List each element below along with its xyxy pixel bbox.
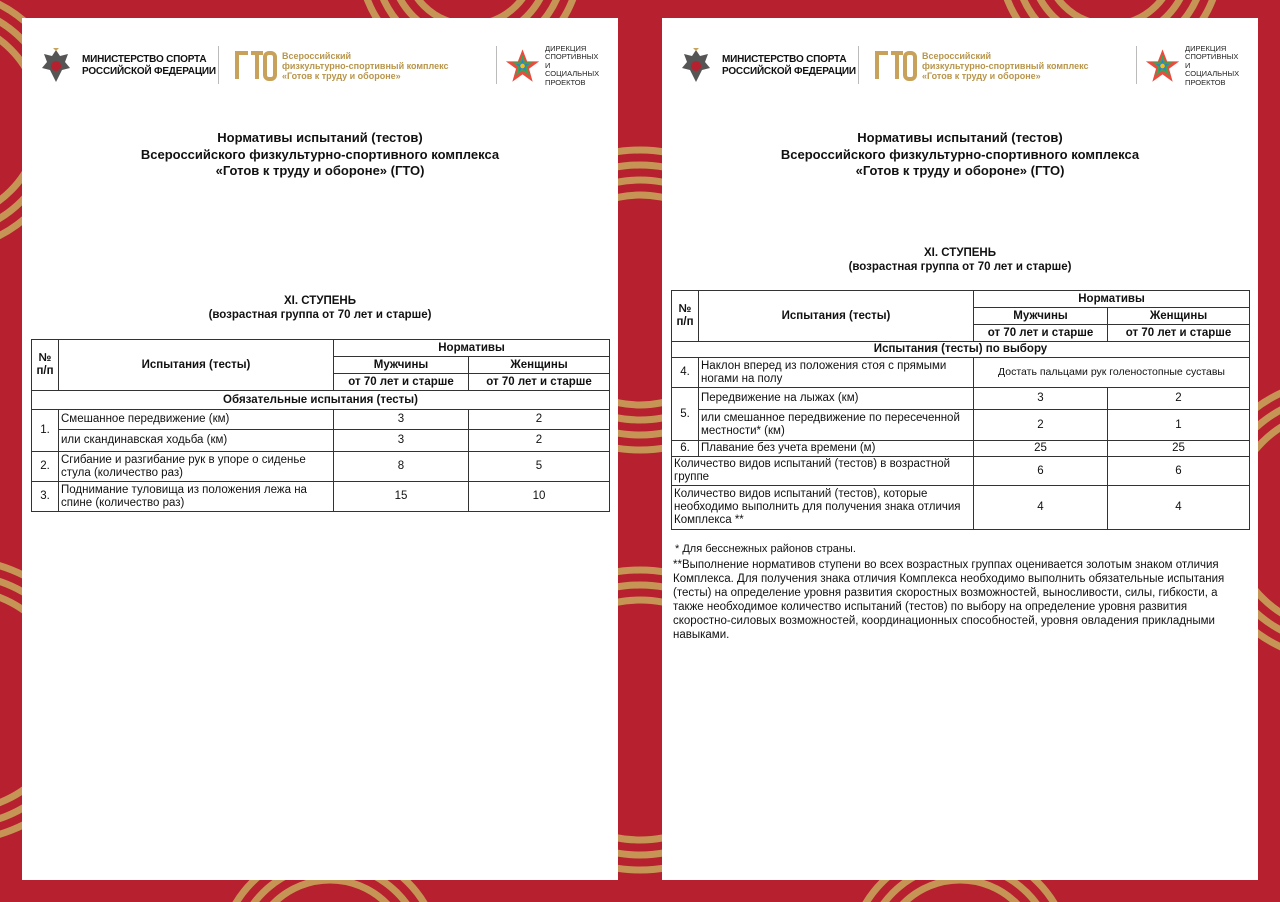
gto-line1: Всероссийский [922, 51, 992, 61]
header-women-age: от 70 лет и старше [1108, 325, 1250, 342]
summary-men: 4 [974, 486, 1108, 530]
row-women: 2 [1108, 388, 1250, 410]
ministry-line2: РОССИЙСКОЙ ФЕДЕРАЦИИ [82, 66, 216, 77]
document-title [662, 130, 1258, 180]
gto-line3: «Готов к труду и обороне» [922, 71, 1041, 81]
row-women: 2 [469, 410, 610, 430]
row-num: 3. [32, 482, 59, 512]
directorate-logo [1144, 44, 1242, 88]
summary-row [672, 457, 1250, 486]
row-num: 5. [672, 388, 699, 441]
dir-line3: И СОЦИАЛЬНЫХ [1185, 60, 1240, 79]
header-tests: Испытания (тесты) [699, 291, 974, 342]
row-num: 1. [32, 410, 59, 452]
footnote-gold-badge: **Выполнение нормативов ступени во всех возрастных группах оценивается золотым знаком отличия Комплекса. Для получения знака отличия Комплекса необходимо выполнить обязательные испытания (тесты) на определение уровня развития скоростных возможностей, выносливости, силы, гибкости, а также необходимое количество испытаний (тестов) по выбору на определение уровня развития скоростно-силовых возможностей, координационных способностей, уровня овладения прикладными навыками. [673, 559, 1225, 641]
row-num: 6. [672, 441, 699, 457]
header-logos [678, 44, 1242, 88]
stage-age-group: (возрастная группа от 70 лет и старше) [208, 309, 432, 321]
row-value: Достать пальцами рук голеностопные суставы [974, 358, 1250, 388]
gto-line2: физкультурно-спортивный комплекс [282, 61, 449, 71]
dir-line1: ДИРЕКЦИЯ [1185, 43, 1227, 53]
gto-mark-icon [234, 49, 278, 83]
row-test: или смешанное передвижение по пересеченной местности* (км) [699, 410, 974, 441]
gto-line1: Всероссийский [282, 51, 352, 61]
header-women: Женщины [1108, 308, 1250, 325]
norms-table-optional [671, 290, 1250, 530]
row-women: 1 [1108, 410, 1250, 441]
table-row [672, 441, 1250, 457]
separator [496, 46, 497, 84]
star-logo-icon [504, 46, 541, 86]
stage-heading [662, 246, 1258, 274]
eagle-emblem-icon [38, 46, 74, 86]
ministry-logo [678, 44, 856, 88]
row-women: 5 [469, 452, 610, 482]
summary-label: Количество видов испытаний (тестов) в возрастной группе [672, 457, 974, 486]
summary-women: 4 [1108, 486, 1250, 530]
table-row [32, 482, 610, 512]
table-row [672, 388, 1250, 410]
row-men: 8 [334, 452, 469, 482]
title-line1: Нормативы испытаний (тестов) [217, 130, 423, 145]
title-line2: Всероссийского физкультурно-спортивного комплекса [140, 146, 500, 162]
row-men: 3 [334, 430, 469, 452]
row-women: 10 [469, 482, 610, 512]
summary-row [672, 486, 1250, 530]
dir-line2: СПОРТИВНЫХ [1185, 52, 1239, 62]
table-row [32, 452, 610, 482]
separator [858, 46, 859, 84]
title-line2: Всероссийского физкультурно-спортивного комплекса [780, 146, 1140, 162]
row-men: 25 [974, 441, 1108, 457]
row-test: Поднимание туловища из положения лежа на спине (количество раз) [59, 482, 334, 512]
stage-heading [22, 294, 618, 322]
header-num: № п/п [32, 340, 59, 391]
right-page [662, 18, 1258, 880]
stage-name: XI. СТУПЕНЬ [284, 295, 356, 307]
table-row [32, 430, 610, 452]
section-optional: Испытания (тесты) по выбору [672, 342, 1250, 358]
summary-women: 6 [1108, 457, 1250, 486]
summary-label: Количество видов испытаний (тестов), которые необходимо выполнить для получения знака отличия Комплекса ** [672, 486, 974, 530]
gto-line3: «Готов к труду и обороне» [282, 71, 401, 81]
separator [1136, 46, 1137, 84]
section-required: Обязательные испытания (тесты) [32, 391, 610, 410]
table-row [32, 410, 610, 430]
ministry-line2: РОССИЙСКОЙ ФЕДЕРАЦИИ [722, 66, 856, 77]
header-women-age: от 70 лет и старше [469, 374, 610, 391]
row-test: Сгибание и разгибание рук в упоре о сиденье стула (количество раз) [59, 452, 334, 482]
gto-logo [874, 44, 1088, 88]
eagle-emblem-icon [678, 46, 714, 86]
gto-mark-icon [874, 49, 918, 83]
gto-logo [234, 44, 448, 88]
ministry-line1: МИНИСТЕРСТВО СПОРТА [82, 54, 207, 65]
row-men: 3 [334, 410, 469, 430]
stage-age-group: (возрастная группа от 70 лет и старше) [848, 261, 1072, 273]
table-row [672, 358, 1250, 388]
header-men-age: от 70 лет и старше [334, 374, 469, 391]
left-page [22, 18, 618, 880]
row-women: 25 [1108, 441, 1250, 457]
row-test: или скандинавская ходьба (км) [59, 430, 334, 452]
row-num: 2. [32, 452, 59, 482]
norms-table-required [31, 339, 610, 512]
document-title [22, 130, 618, 180]
footnotes [673, 542, 1238, 642]
table-row [672, 410, 1250, 441]
header-men: Мужчины [334, 357, 469, 374]
title-line1: Нормативы испытаний (тестов) [857, 130, 1063, 145]
dir-line4: ПРОЕКТОВ [1185, 77, 1226, 87]
gto-line2: физкультурно-спортивный комплекс [922, 61, 1089, 71]
header-num: № п/п [672, 291, 699, 342]
ministry-logo [38, 44, 216, 88]
row-men: 15 [334, 482, 469, 512]
row-num: 4. [672, 358, 699, 388]
header-men-age: от 70 лет и старше [974, 325, 1108, 342]
title-line3: «Готов к труду и обороне» (ГТО) [855, 163, 1065, 178]
header-men: Мужчины [974, 308, 1108, 325]
footnote-snowless: * Для бесснежных районов страны. [675, 543, 856, 555]
row-women: 2 [469, 430, 610, 452]
star-logo-icon [1144, 46, 1181, 86]
summary-men: 6 [974, 457, 1108, 486]
header-norms: Нормативы [334, 340, 610, 357]
row-test: Наклон вперед из положения стоя с прямыми ногами на полу [699, 358, 974, 388]
header-norms: Нормативы [974, 291, 1250, 308]
header-logos [38, 44, 602, 88]
dir-line1: ДИРЕКЦИЯ [545, 43, 587, 53]
stage-name: XI. СТУПЕНЬ [924, 247, 996, 259]
dir-line2: СПОРТИВНЫХ [545, 52, 599, 62]
row-test: Передвижение на лыжах (км) [699, 388, 974, 410]
row-men: 2 [974, 410, 1108, 441]
ministry-line1: МИНИСТЕРСТВО СПОРТА [722, 54, 847, 65]
header-tests: Испытания (тесты) [59, 340, 334, 391]
dir-line4: ПРОЕКТОВ [545, 77, 586, 87]
dir-line3: И СОЦИАЛЬНЫХ [545, 60, 600, 79]
separator [218, 46, 219, 84]
row-test: Плавание без учета времени (м) [699, 441, 974, 457]
row-test: Смешанное передвижение (км) [59, 410, 334, 430]
directorate-logo [504, 44, 602, 88]
header-women: Женщины [469, 357, 610, 374]
title-line3: «Готов к труду и обороне» (ГТО) [215, 163, 425, 178]
row-men: 3 [974, 388, 1108, 410]
